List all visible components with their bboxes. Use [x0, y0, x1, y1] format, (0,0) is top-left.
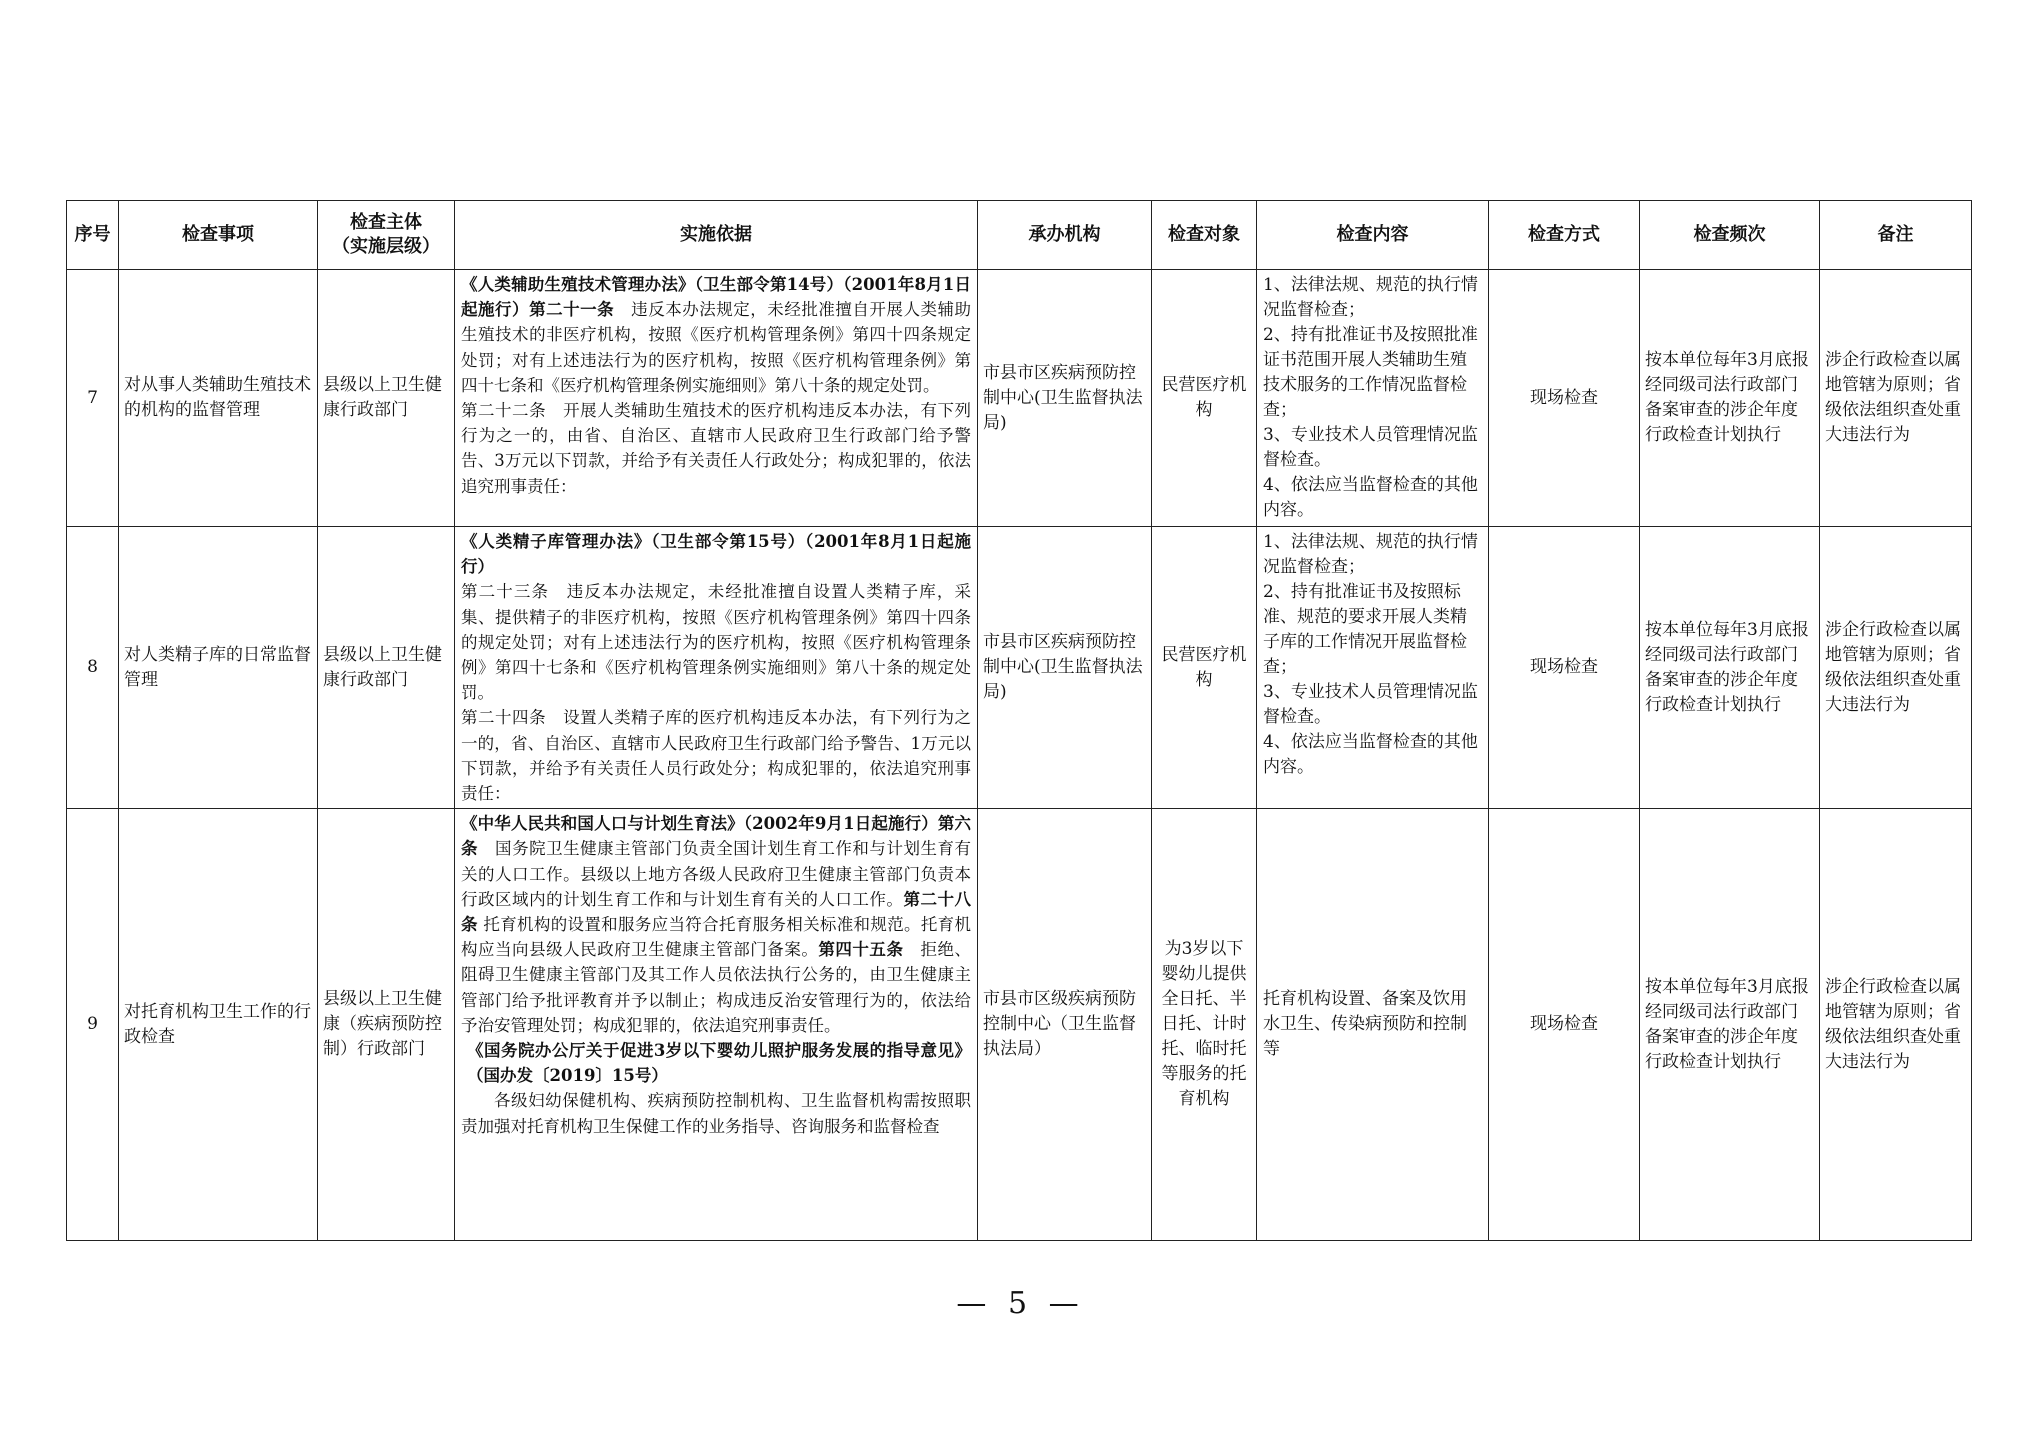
legal-basis-title: 《人类辅助生殖技术管理办法》（卫生部令第14号）（2001年8月1日起施行）第二十一条: [461, 275, 971, 320]
legal-basis-text: 违反本办法规定，未经批准擅自开展人类辅助生殖技术的非医疗机构，按照《医疗机构管理条例》第四十四条规定处罚；对有上述违法行为的医疗机构，按照《医疗机构管理条例》第四十七条和《医疗机构管理条例实施细则》第八十条的规定处罚。: [461, 300, 972, 395]
legal-basis-text: 拒绝、阻碍卫生健康主管部门及其工作人员依法执行公务的，由卫生健康主管部门给予批评教育并予以制止；构成违反治安管理行为的，依法给予治安管理处罚；构成犯罪的，依法追究刑事责任。: [461, 940, 972, 1035]
inspection-content-item: 3、专业技术人员管理情况监督检查。: [1263, 682, 1478, 727]
inspection-frequency: 按本单位每年3月底报经同级司法行政部门备案审查的涉企年度行政检查计划执行: [1640, 809, 1820, 1241]
inspection-subject: 县级以上卫生健康行政部门: [318, 270, 455, 527]
column-header: 检查主体 （实施层级）: [318, 201, 455, 270]
column-header: 序号: [67, 201, 119, 270]
inspection-content-item: 1、法律法规、规范的执行情况监督检查；: [1263, 275, 1478, 320]
inspection-method: 现场检查: [1489, 809, 1640, 1241]
inspection-content: [1257, 527, 1489, 809]
inspection-frequency: 按本单位每年3月底报经同级司法行政部门备案审查的涉企年度行政检查计划执行: [1640, 270, 1820, 527]
inspection-target: 民营医疗机构: [1152, 527, 1257, 809]
inspection-frequency: 按本单位每年3月底报经同级司法行政部门备案审查的涉企年度行政检查计划执行: [1640, 527, 1820, 809]
column-header: 承办机构: [978, 201, 1152, 270]
inspection-subject: 县级以上卫生健康行政部门: [318, 527, 455, 809]
column-header: 检查对象: [1152, 201, 1257, 270]
inspection-item: 对人类精子库的日常监督管理: [119, 527, 318, 809]
legal-basis-title: 《国务院办公厅关于促进3岁以下婴幼儿照护服务发展的指导意见》（国办发〔2019〕15号）: [467, 1041, 971, 1086]
column-header: 检查频次: [1640, 201, 1820, 270]
column-header: 实施依据: [455, 201, 978, 270]
column-header: 检查内容: [1257, 201, 1489, 270]
column-header: 检查方式: [1489, 201, 1640, 270]
inspection-method: 现场检查: [1489, 527, 1640, 809]
remark: 涉企行政检查以属地管辖为原则；省级依法组织查处重大违法行为: [1820, 527, 1972, 809]
inspection-content-item: 4、依法应当监督检查的其他内容。: [1263, 732, 1478, 777]
table-header: [67, 201, 1972, 270]
row-number: 7: [67, 270, 119, 527]
table-body: [67, 270, 1972, 1241]
inspection-content-item: 托育机构设置、备案及饮用水卫生、传染病预防和控制等: [1263, 989, 1467, 1060]
legal-basis: [455, 809, 978, 1241]
legal-basis-text: 托育机构的设置和服务应当符合托育服务相关标准和规范。托育机构应当向县级人民政府卫生健康主管部门备案。: [461, 915, 971, 960]
legal-basis-text: 国务院卫生健康主管部门负责全国计划生育工作和与计划生育有关的人口工作。县级以上地方各级人民政府卫生健康主管部门负责本行政区域内的计划生育工作和与计划生育有关的人口工作。: [461, 839, 972, 909]
inspection-method: 现场检查: [1489, 270, 1640, 527]
legal-basis-text: 第二十三条 违反本办法规定，未经批准擅自设置人类精子库，采集、提供精子的非医疗机构，按照《医疗机构管理条例》第四十四条的规定处罚；对有上述违法行为的医疗机构，按照《医疗机构管理条例》第四十七条和《医疗机构管理条例实施细则》第八十条的规定处罚。: [461, 582, 971, 703]
inspection-table: [66, 200, 1972, 1241]
legal-basis-title: 《中华人民共和国人口与计划生育法》（2002年9月1日起施行）第六条: [461, 814, 971, 859]
handling-agency: 市县市区疾病预防控制中心(卫生监督执法局): [978, 270, 1152, 527]
inspection-content: [1257, 809, 1489, 1241]
inspection-content-item: 2、持有批准证书及按照批准证书范围开展人类辅助生殖技术服务的工作情况监督检查；: [1263, 325, 1478, 420]
legal-basis-text: 第二十四条 设置人类精子库的医疗机构违反本办法，有下列行为之一的，省、自治区、直辖市人民政府卫生行政部门给予警告、1万元以下罚款，并给予有关责任人员行政处分；构成犯罪的，依法追究刑事责任：: [461, 708, 971, 804]
table-row: [67, 270, 1972, 527]
inspection-content-item: 2、持有批准证书及按照标准、规范的要求开展人类精子库的工作情况开展监督检查；: [1263, 582, 1467, 677]
inspection-content-item: 1、法律法规、规范的执行情况监督检查；: [1263, 532, 1478, 577]
page-number: — 5 —: [956, 1286, 1085, 1321]
table-row: [67, 527, 1972, 809]
inspection-content-item: 3、专业技术人员管理情况监督检查。: [1263, 425, 1478, 470]
inspection-content: [1257, 270, 1489, 527]
row-number: 9: [67, 809, 119, 1241]
inspection-target: 为3岁以下婴幼儿提供全日托、半日托、计时托、临时托等服务的托育机构: [1152, 809, 1257, 1241]
legal-basis-title: 第二十八条: [461, 889, 972, 935]
inspection-item: 对从事人类辅助生殖技术的机构的监督管理: [119, 270, 318, 527]
legal-basis-text: 各级妇幼保健机构、疾病预防控制机构、卫生监督机构需按照职责加强对托育机构卫生保健工作的业务指导、咨询服务和监督检查: [461, 1091, 971, 1136]
inspection-item: 对托育机构卫生工作的行政检查: [119, 809, 318, 1241]
legal-basis: [455, 270, 978, 527]
column-header: 备注: [1820, 201, 1972, 270]
handling-agency: 市县市区疾病预防控制中心(卫生监督执法局): [978, 527, 1152, 809]
table-row: [67, 809, 1972, 1241]
inspection-subject: 县级以上卫生健康（疾病预防控制）行政部门: [318, 809, 455, 1241]
legal-basis: [455, 527, 978, 809]
remark: 涉企行政检查以属地管辖为原则；省级依法组织查处重大违法行为: [1820, 809, 1972, 1241]
handling-agency: 市县市区级疾病预防控制中心（卫生监督执法局）: [978, 809, 1152, 1241]
column-header: 检查事项: [119, 201, 318, 270]
remark: 涉企行政检查以属地管辖为原则；省级依法组织查处重大违法行为: [1820, 270, 1972, 527]
header-row: [67, 201, 1972, 270]
legal-basis-title: 《人类精子库管理办法》（卫生部令第15号）（2001年8月1日起施行）: [461, 532, 971, 577]
inspection-content-item: 4、依法应当监督检查的其他内容。: [1263, 475, 1478, 520]
legal-basis-title: 第四十五条: [818, 940, 904, 960]
inspection-target: 民营医疗机构: [1152, 270, 1257, 527]
row-number: 8: [67, 527, 119, 809]
legal-basis-text: 第二十二条 开展人类辅助生殖技术的医疗机构违反本办法，有下列行为之一的，由省、自治区、直辖市人民政府卫生行政部门给予警告、3万元以下罚款，并给予有关责任人行政处分；构成犯罪的，依法追究刑事责任：: [461, 401, 971, 496]
